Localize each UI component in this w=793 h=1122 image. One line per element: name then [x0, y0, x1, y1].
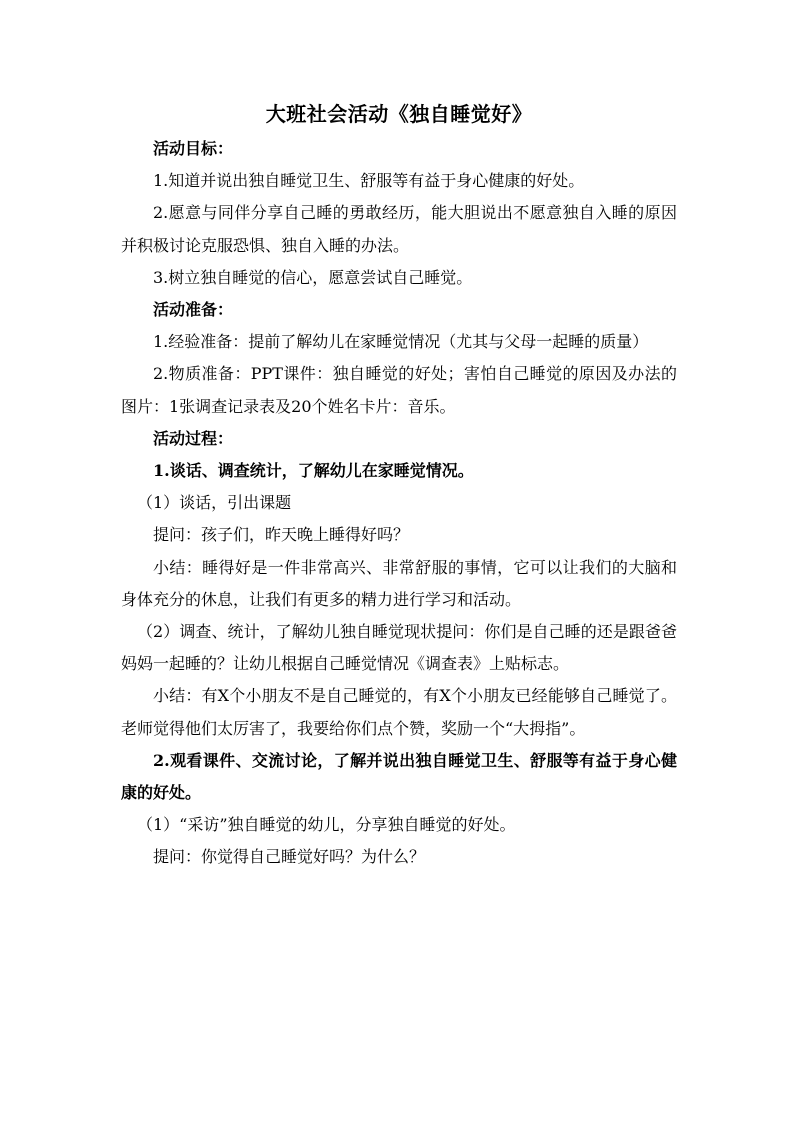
- section-heading: 1.谈话、调查统计，了解幼儿在家睡觉情况。: [153, 461, 474, 481]
- body-paragraph: （1）谈话，引出课题: [137, 493, 292, 513]
- section-heading: 活动准备：: [153, 300, 234, 320]
- body-paragraph: 小结：睡得好是一件非常高兴、非常舒服的事情，它可以让我们的大脑和身体充分的休息，让我们有更多的精力进行学习和活动。: [121, 557, 677, 609]
- body-paragraph: 提问：孩子们，昨天晚上睡得好吗？: [153, 525, 410, 545]
- document-body: [121, 133, 677, 874]
- body-paragraph: （2）调查、统计，了解幼儿独自睡觉现状提问：你们是自己睡的还是跟爸爸妈妈一起睡的？让幼儿根据自己睡觉情况《调查表》上贴标志。: [121, 622, 677, 674]
- body-paragraph: 小结：有X个小朋友不是自己睡觉的，有X个小朋友已经能够自己睡觉了。老师觉得他们太厉害了，我要给你们点个赞，奖励一个“大拇指”。: [121, 686, 677, 738]
- body-paragraph: 1.知道并说出独自睡觉卫生、舒服等有益于身心健康的好处。: [153, 171, 585, 191]
- body-paragraph: 2.物质准备：PPT课件：独自睡觉的好处；害怕自己睡觉的原因及办法的图片：1张调查记录表及20个姓名卡片：音乐。: [121, 364, 677, 416]
- document-page: [121, 96, 677, 874]
- document-title: 大班社会活动《独自睡觉好》: [265, 102, 533, 126]
- body-paragraph: （1）“采访”独自睡觉的幼儿，分享独自睡觉的好处。: [137, 815, 516, 835]
- body-paragraph: 3.树立独自睡觉的信心，愿意尝试自己睡觉。: [153, 267, 473, 287]
- section-heading: 活动目标：: [153, 139, 234, 158]
- body-paragraph: 2.愿意与同伴分享自己睡的勇敢经历，能大胆说出不愿意独自入睡的原因并积极讨论克服恐惧、独自入睡的办法。: [121, 203, 677, 255]
- section-heading: 2.观看课件、交流讨论，了解并说出独自睡觉卫生、舒服等有益于身心健康的好处。: [121, 750, 677, 803]
- body-paragraph: 提问：你觉得自己睡觉好吗？为什么？: [153, 847, 426, 867]
- section-heading: 活动过程：: [153, 428, 234, 448]
- body-paragraph: 1.经验准备：提前了解幼儿在家睡觉情况（尤其与父母一起睡的质量）: [153, 332, 649, 352]
